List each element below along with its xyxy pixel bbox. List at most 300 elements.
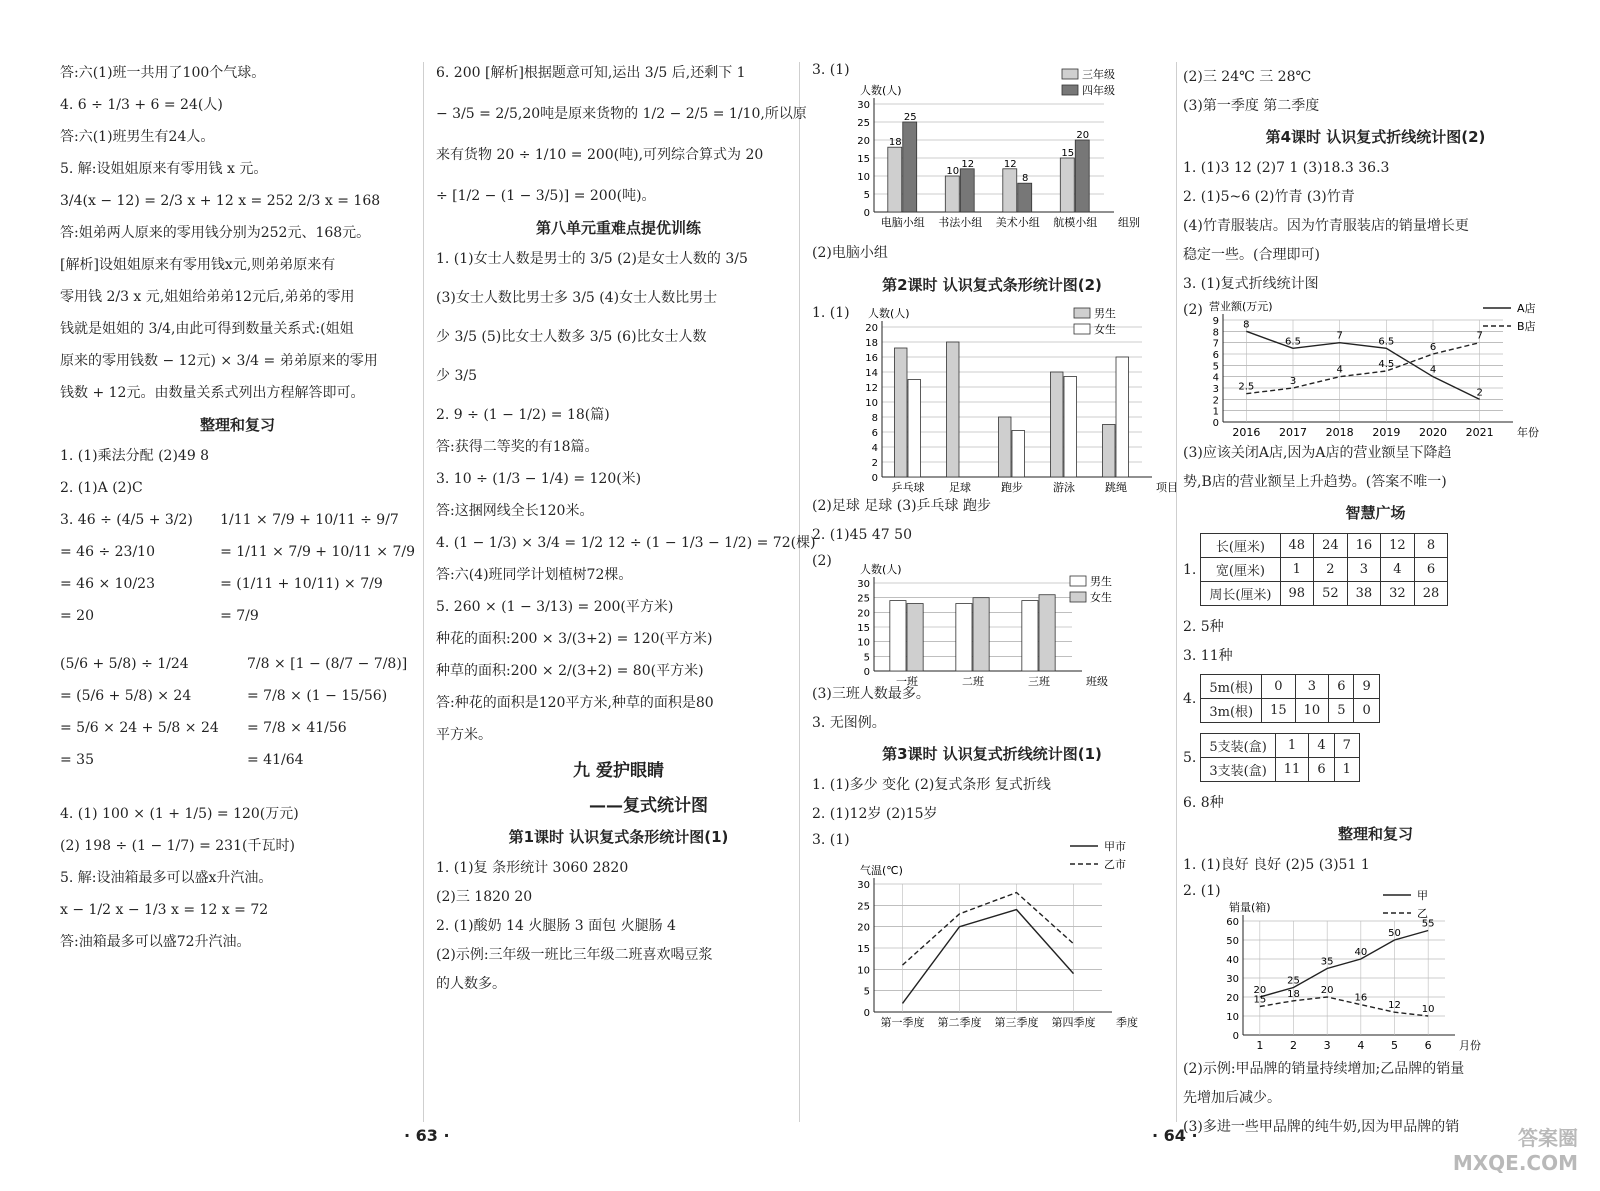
x-tick-label: 第一季度: [880, 1016, 925, 1029]
text-line: 答:六(1)班男生有24人。: [60, 129, 215, 145]
legend-swatch: [1074, 308, 1090, 318]
bar-value-label: 18: [888, 137, 902, 149]
bar: [1039, 595, 1055, 671]
lesson-title: 第3课时 认识复式折线统计图(1): [882, 745, 1102, 763]
row-label: 长(厘米): [1201, 534, 1280, 558]
chart-bar-groups: [812, 62, 1172, 242]
legend-label: 男生: [1090, 575, 1112, 588]
y-tick-label: 16: [865, 353, 878, 364]
cell: 1: [1275, 734, 1309, 758]
x-tick-label: 1: [1256, 1039, 1264, 1052]
y-tick-label: 12: [865, 383, 878, 394]
text-line: (3)多进一些甲品牌的纯牛奶,因为甲品牌的销: [1183, 1119, 1460, 1135]
x-tick-label: 跑步: [1001, 481, 1023, 494]
cell: 24: [1314, 534, 1348, 558]
point-value-label: 12: [1388, 1000, 1401, 1012]
x-tick-label: 足球: [949, 481, 971, 494]
watermark-line: 答案圈: [1518, 1126, 1578, 1150]
cell: 2: [1314, 558, 1348, 582]
bar-value-label: 10: [946, 166, 960, 177]
y-tick-label: 40: [1226, 955, 1239, 966]
calc-line: = 7/8 × 41/56: [247, 720, 347, 736]
calc-line: 7/8 × [1 − (8/7 − 7/8)]: [247, 656, 408, 672]
y-tick-label: 10: [1226, 1012, 1239, 1023]
y-tick-label: 25: [857, 118, 870, 129]
cell: 32: [1381, 582, 1415, 606]
y-tick-label: 20: [1226, 993, 1239, 1004]
column-divider: [1176, 62, 1177, 1122]
text-line: 5. 260 × (1 − 3/13) = 200(平方米): [436, 599, 674, 615]
text-line: 少 3/5 (5)比女士人数多 3/5 (6)比女士人数: [436, 329, 707, 345]
col1-lines: [60, 62, 415, 405]
text-line: x − 1/2 x − 1/3 x = 12 x = 72: [60, 902, 269, 918]
section-title: 第八单元重难点提优训练: [535, 219, 701, 237]
x-tick-label: 2018: [1325, 426, 1354, 439]
rope-table: [1200, 674, 1379, 723]
calc-line: = 20: [60, 608, 94, 624]
legend-swatch: [1070, 592, 1086, 602]
watermark-line: MXQE.COM: [1452, 1151, 1578, 1175]
point-value-label: 3: [1289, 376, 1297, 387]
cell: 11: [1275, 758, 1309, 782]
x-axis-title: 年份: [1517, 426, 1539, 439]
y-tick-label: 14: [865, 368, 878, 379]
bar: [908, 380, 921, 478]
calc-line: 3. 46 ÷ (4/5 + 3/2): [60, 512, 193, 528]
lesson-title: 第1课时 认识复式条形统计图(1): [508, 828, 729, 846]
x-tick-label: 2016: [1232, 426, 1261, 439]
x-tick-label: 4: [1357, 1039, 1365, 1052]
calc-line: = 41/64: [247, 752, 304, 768]
bar: [894, 348, 907, 477]
text-line: 答:六(1)班一共用了100个气球。: [60, 65, 266, 81]
text-line: 种花的面积:200 × 3/(3+2) = 120(平方米): [436, 631, 713, 647]
x-tick-label: 第二季度: [937, 1016, 982, 1029]
point-value-label: 8: [1243, 319, 1250, 331]
x-tick-label: 书法小组: [938, 216, 983, 229]
question-label: 3. (1): [812, 62, 850, 78]
y-tick-label: 5: [863, 986, 870, 998]
y-tick-label: 30: [857, 100, 870, 111]
calc-line: = 46 × 10/23: [60, 576, 155, 592]
text-line: 平方米。: [436, 727, 492, 743]
y-tick-label: 0: [863, 208, 870, 219]
text-line: (2)三 1820 20: [436, 889, 533, 905]
point-value-label: 4: [1336, 364, 1343, 376]
x-axis-title: 月份: [1459, 1039, 1481, 1052]
chart-bar-sports: [812, 305, 1178, 495]
text-line: 原来的零用钱数 − 12元) × 3/4 = 弟弟原来的零用: [60, 353, 378, 369]
text-line: 3. 无图例。: [812, 715, 886, 731]
text-line: (2)足球 足球 (3)乒乓球 跑步: [812, 498, 992, 514]
x-tick-label: 2021: [1465, 426, 1494, 439]
text-line: 1. (1)乘法分配 (2)49 8: [60, 448, 210, 464]
y-tick-label: 5: [1212, 361, 1219, 373]
bar: [1012, 431, 1025, 478]
chapter-subtitle: ——复式统计图: [589, 796, 708, 816]
cell: 4: [1381, 558, 1415, 582]
text-line: 6. 8种: [1183, 795, 1224, 811]
y-tick-label: 30: [857, 579, 870, 590]
legend-label: 女生: [1094, 323, 1116, 336]
text-line: (4)竹青服装店。因为竹青服装店的销量增长更: [1183, 218, 1469, 234]
x-tick-label: 美术小组: [995, 216, 1040, 229]
calc-line: = 35: [60, 752, 94, 768]
calc-line: = 1/11 × 7/9 + 10/11 × 7/9: [220, 544, 415, 560]
column-3: [812, 62, 1178, 1047]
y-tick-label: 0: [871, 473, 878, 484]
y-tick-label: 18: [865, 338, 878, 349]
y-tick-label: 20: [865, 323, 878, 334]
y-tick-label: 6: [871, 428, 878, 439]
point-value-label: 7: [1336, 330, 1343, 342]
x-axis-title: 组别: [1118, 216, 1140, 229]
column-divider: [423, 62, 424, 1122]
bar: [973, 598, 989, 671]
text-line: (3)三班人数最多。: [812, 686, 930, 702]
y-tick-label: 3: [1212, 384, 1219, 395]
cell: 3: [1295, 675, 1329, 699]
cell: 7: [1334, 734, 1359, 758]
text-line: 3/4(x − 12) = 2/3 x + 12 x = 252 2/3 x = 168: [60, 193, 381, 209]
x-tick-label: 乒乓球: [891, 481, 925, 494]
y-tick-label: 5: [863, 190, 870, 201]
x-tick-label: 电脑小组: [880, 216, 925, 229]
y-tick-label: 6: [1212, 350, 1219, 361]
text-line: 1. (1)多少 变化 (2)复式条形 复式折线: [812, 777, 1051, 793]
legend-label: 三年级: [1082, 68, 1115, 81]
y-tick-label: 0: [1232, 1031, 1239, 1042]
series-line: [1260, 931, 1428, 998]
bar: [960, 169, 974, 212]
y-axis-title: 气温(℃): [860, 864, 903, 877]
y-tick-label: 10: [857, 965, 870, 977]
text-line: 3. 11种: [1183, 648, 1233, 664]
section-title: 整理和复习: [1337, 825, 1413, 843]
text-line: [解析]设姐姐原来有零用钱x元,则弟弟原来有: [60, 257, 336, 273]
calc-line: = (5/6 + 5/8) × 24: [60, 688, 192, 704]
point-value-label: 20: [1320, 985, 1334, 996]
text-line: 答:获得二等奖的有18篇。: [436, 439, 599, 455]
text-line: (2)电脑小组: [812, 245, 888, 261]
y-tick-label: 25: [857, 901, 870, 913]
text-line: 答:这捆网线全长120米。: [436, 503, 594, 519]
cell: 10: [1295, 699, 1329, 723]
x-tick-label: 一班: [896, 675, 918, 688]
text-line: 2. (1)12岁 (2)15岁: [812, 806, 938, 822]
text-line: 2. (1)A (2)C: [60, 480, 143, 496]
point-value-label: 50: [1388, 928, 1401, 939]
point-value-label: 20: [1253, 985, 1267, 996]
legend-label: 乙市: [1104, 858, 1126, 871]
cell: 28: [1414, 582, 1448, 606]
calc-block: [60, 653, 415, 781]
calc-line: = (1/11 + 10/11) × 7/9: [220, 576, 383, 592]
y-tick-label: 15: [857, 944, 870, 955]
text-line: 1. (1)女士人数是男士的 3/5 (2)是女士人数的 3/5: [436, 251, 748, 267]
x-tick-label: 2019: [1372, 426, 1401, 439]
y-tick-label: 15: [857, 623, 870, 634]
cell: 15: [1262, 699, 1296, 723]
text-line: 答:种花的面积是120平方米,种草的面积是80: [436, 695, 714, 711]
text-line: 的人数多。: [436, 976, 506, 992]
bar: [956, 604, 972, 671]
legend-swatch: [1062, 85, 1078, 95]
y-axis-title: 人数(人): [860, 563, 902, 576]
text-line: (3)第一季度 第二季度: [1183, 98, 1320, 114]
text-line: 答:油箱最多可以盛72升汽油。: [60, 934, 251, 950]
legend-label: 四年级: [1082, 84, 1115, 97]
series-line: [1260, 997, 1428, 1016]
series-line: [903, 893, 1074, 966]
text-line: 钱数 + 12元。由数量关系式列出方程解答即可。: [60, 385, 365, 401]
point-value-label: 2.5: [1238, 381, 1255, 393]
question-label: (2): [812, 553, 832, 569]
y-tick-label: 10: [857, 172, 870, 183]
text-line: 6. 200 [解析]根据题意可知,运出 3/5 后,还剩下 1: [436, 65, 746, 81]
y-tick-label: 50: [1226, 936, 1239, 947]
y-tick-label: 30: [857, 880, 870, 891]
bar-value-label: 20: [1076, 130, 1090, 141]
text-line: 少 3/5: [436, 368, 477, 384]
x-tick-label: 第四季度: [1051, 1016, 1096, 1029]
x-tick-label: 航模小组: [1053, 216, 1098, 229]
calc-line: = 7/9: [220, 608, 259, 624]
x-axis-title: 班级: [1086, 675, 1108, 688]
bar: [945, 176, 959, 212]
y-axis-title: 营业额(万元): [1209, 300, 1273, 313]
lesson-title: 第2课时 认识复式条形统计图(2): [882, 276, 1102, 294]
cell: 0: [1354, 699, 1379, 723]
text-line: 2. (1)45 47 50: [812, 527, 912, 543]
cell: 0: [1262, 675, 1296, 699]
calc-block: [60, 509, 415, 637]
y-axis-title: 销量(箱): [1229, 901, 1271, 914]
point-value-label: 6.5: [1285, 336, 1301, 348]
text-line: 4. (1 − 1/3) × 3/4 = 1/2 12 ÷ (1 − 1/3 − 1/2) = 72(棵): [436, 535, 816, 551]
text-line: 1. (1)3 12 (2)7 1 (3)18.3 36.3: [1183, 160, 1390, 176]
question-label: (2): [1183, 302, 1203, 318]
y-tick-label: 10: [865, 398, 878, 409]
section-title: 智慧广场: [1345, 504, 1406, 522]
column-2: [436, 62, 816, 1002]
calc-line: (5/6 + 5/8) ÷ 1/24: [60, 656, 189, 672]
chapter-title: 九 爱护眼睛: [573, 761, 664, 781]
point-value-label: 15: [1253, 994, 1267, 1006]
text-line: 2. 9 ÷ (1 − 1/2) = 18(篇): [436, 407, 610, 423]
y-axis-title: 人数(人): [868, 307, 910, 320]
bar: [1050, 372, 1063, 477]
x-axis-title: 季度: [1116, 1016, 1138, 1029]
point-value-label: 35: [1320, 956, 1334, 968]
x-tick-label: 游泳: [1053, 481, 1075, 494]
y-tick-label: 20: [857, 136, 870, 147]
series-line: [1246, 343, 1479, 394]
bar: [1018, 183, 1032, 212]
cell: 38: [1347, 582, 1381, 606]
box-table: [1200, 733, 1360, 782]
y-tick-label: 15: [857, 154, 870, 165]
question-label: 1. (1): [812, 305, 850, 321]
text-line: 3. (1)复式折线统计图: [1183, 276, 1319, 292]
cell: 16: [1347, 534, 1381, 558]
bar: [1064, 377, 1077, 478]
cell: 4: [1309, 734, 1334, 758]
y-tick-label: 9: [1212, 316, 1219, 327]
rectangle-table: [1200, 533, 1448, 606]
bar: [888, 147, 902, 212]
legend-label: 女生: [1090, 591, 1112, 604]
bar-value-label: 25: [903, 112, 917, 123]
page-number-right: · 64 ·: [1152, 1126, 1198, 1145]
bar: [1060, 158, 1074, 212]
row-label: 5m(根): [1201, 675, 1262, 699]
bar: [890, 601, 906, 671]
bar: [907, 604, 923, 671]
chart-bar-classes: [812, 553, 1172, 688]
chart-line-revenue: [1183, 302, 1563, 442]
x-tick-label: 2017: [1279, 426, 1307, 439]
text-line: (2)示例:三年级一班比三年级二班喜欢喝豆浆: [436, 947, 713, 963]
chart-line-sales: [1183, 883, 1563, 1058]
text-line: 5. 解:设姐姐原来有零用钱 x 元。: [60, 161, 268, 177]
x-tick-label: 3: [1323, 1039, 1331, 1052]
y-tick-label: 0: [863, 667, 870, 678]
point-value-label: 55: [1421, 918, 1435, 930]
text-line: (3)女士人数比男士多 3/5 (4)女士人数比男士: [436, 290, 718, 306]
point-value-label: 25: [1287, 975, 1300, 987]
calc-line: = 5/6 × 24 + 5/8 × 24: [60, 720, 219, 736]
text-line: 4. 6 ÷ 1/3 + 6 = 24(人): [60, 97, 223, 113]
bar: [1102, 425, 1115, 478]
x-tick-label: 6: [1424, 1039, 1432, 1052]
calc-line: 1/11 × 7/9 + 10/11 ÷ 9/7: [220, 512, 399, 528]
text-line: 钱就是姐姐的 3/4,由此可得到数量关系式:(姐姐: [60, 321, 354, 337]
text-line: 种草的面积:200 × 2/(3+2) = 80(平方米): [436, 663, 704, 679]
y-tick-label: 20: [857, 608, 870, 620]
question-label: 2. (1): [1183, 883, 1221, 899]
y-tick-label: 4: [871, 443, 878, 454]
text-line: 来有货物 20 ÷ 1/10 = 200(吨),可列综合算式为 20: [436, 147, 764, 163]
bar-value-label: 12: [1003, 158, 1017, 170]
point-value-label: 7: [1476, 330, 1483, 342]
bar: [903, 122, 917, 212]
legend-swatch: [1062, 69, 1078, 79]
bar: [1116, 357, 1129, 477]
bar-value-label: 12: [961, 158, 975, 170]
text-line: 2. 5种: [1183, 619, 1224, 635]
calc-line: = 46 ÷ 23/10: [60, 544, 155, 560]
text-line: 4. (1) 100 × (1 + 1/5) = 120(万元): [60, 806, 299, 822]
x-tick-label: 跳绳: [1105, 481, 1127, 494]
row-label: 5支装(盒): [1201, 734, 1275, 758]
y-tick-label: 4: [1212, 372, 1219, 384]
x-tick-label: 2: [1290, 1039, 1297, 1052]
cell: 9: [1354, 675, 1379, 699]
point-value-label: 6: [1429, 342, 1437, 353]
y-tick-label: 0: [863, 1008, 870, 1019]
x-tick-label: 三班: [1028, 675, 1050, 688]
y-tick-label: 1: [1212, 406, 1219, 418]
cell: 12: [1381, 534, 1415, 558]
legend-swatch: [1074, 324, 1090, 334]
cell: 1: [1280, 558, 1314, 582]
text-line: 答:六(4)班同学计划植树72棵。: [436, 567, 633, 583]
point-value-label: 6.5: [1378, 336, 1395, 348]
legend-swatch: [1070, 576, 1086, 586]
text-line: (2)三 24℃ 三 28℃: [1183, 69, 1312, 85]
cell: 6: [1414, 558, 1448, 582]
calc-line: = 7/8 × (1 − 15/56): [247, 688, 388, 704]
text-line: 2. (1)酸奶 14 火腿肠 3 面包 火腿肠 4: [436, 918, 676, 934]
cell: 3: [1347, 558, 1381, 582]
column-4: [1183, 66, 1568, 1145]
legend-label: 甲市: [1104, 840, 1126, 853]
watermark: [1453, 1122, 1578, 1175]
y-tick-label: 8: [871, 413, 878, 424]
point-value-label: 4: [1429, 364, 1437, 376]
text-line: 稳定一些。(合理即可): [1183, 247, 1320, 263]
legend-label: 乙: [1417, 907, 1428, 920]
cell: 98: [1280, 582, 1314, 606]
bar-value-label: 15: [1061, 148, 1075, 159]
cell: 52: [1314, 582, 1348, 606]
question-label: 3. (1): [812, 832, 850, 848]
y-tick-label: 2: [1212, 395, 1219, 407]
text-line: 零用钱 2/3 x 元,姐姐给弟弟12元后,弟弟的零用: [60, 289, 355, 305]
text-line: ÷ [1/2 − (1 − 3/5)] = 200(吨)。: [436, 188, 656, 204]
chart-line-temperature: [812, 832, 1172, 1047]
row-label: 宽(厘米): [1201, 558, 1280, 582]
section-title: 整理和复习: [199, 416, 275, 434]
y-tick-label: 25: [857, 593, 870, 605]
y-tick-label: 8: [1212, 327, 1219, 339]
text-line: (2)示例:甲品牌的销量持续增加;乙品牌的销量: [1183, 1061, 1465, 1077]
bar: [1022, 601, 1038, 671]
bar: [1075, 140, 1089, 212]
x-tick-label: 第三季度: [994, 1016, 1039, 1029]
x-tick-label: 2020: [1419, 426, 1447, 439]
point-value-label: 4.5: [1378, 359, 1395, 370]
x-tick-label: 5: [1391, 1039, 1398, 1052]
bar-value-label: 8: [1022, 173, 1029, 185]
lesson-title: 第4课时 认识复式折线统计图(2): [1265, 128, 1486, 146]
question-5-table: 5. 5支装(盒) 1 4 7 3支装(盒) 11 6 1: [1183, 733, 1568, 782]
x-tick-label: 二班: [962, 675, 984, 688]
text-line: 答:姐弟两人原来的零用钱分别为252元、168元。: [60, 225, 371, 241]
text-line: (3)应该关闭A店,因为A店的营业额呈下降趋: [1183, 445, 1452, 461]
text-line: 势,B店的营业额呈上升趋势。(答案不唯一): [1183, 474, 1447, 490]
legend-label: 甲: [1417, 889, 1428, 902]
legend-label: B店: [1517, 320, 1536, 333]
point-value-label: 2: [1476, 387, 1483, 399]
y-tick-label: 10: [857, 637, 870, 649]
column-1: [60, 62, 415, 963]
text-line: − 3/5 = 2/5,20吨是原来货物的 1/2 − 2/5 = 1/10,所以原: [436, 106, 807, 122]
text-line: 先增加后减少。: [1183, 1090, 1281, 1106]
legend-label: A店: [1517, 302, 1536, 315]
y-axis-title: 人数(人): [860, 84, 902, 97]
cell: 6: [1309, 758, 1334, 782]
text-line: 2. (1)5~6 (2)竹青 (3)竹青: [1183, 189, 1355, 205]
cell: 6: [1329, 675, 1354, 699]
point-value-label: 16: [1354, 992, 1368, 1004]
cell: 48: [1280, 534, 1314, 558]
y-tick-label: 20: [857, 922, 870, 934]
page-number-left: · 63 ·: [404, 1126, 450, 1145]
text-line: 1. (1)复 条形统计 3060 2820: [436, 860, 629, 876]
row-label: 3支装(盒): [1201, 758, 1275, 782]
